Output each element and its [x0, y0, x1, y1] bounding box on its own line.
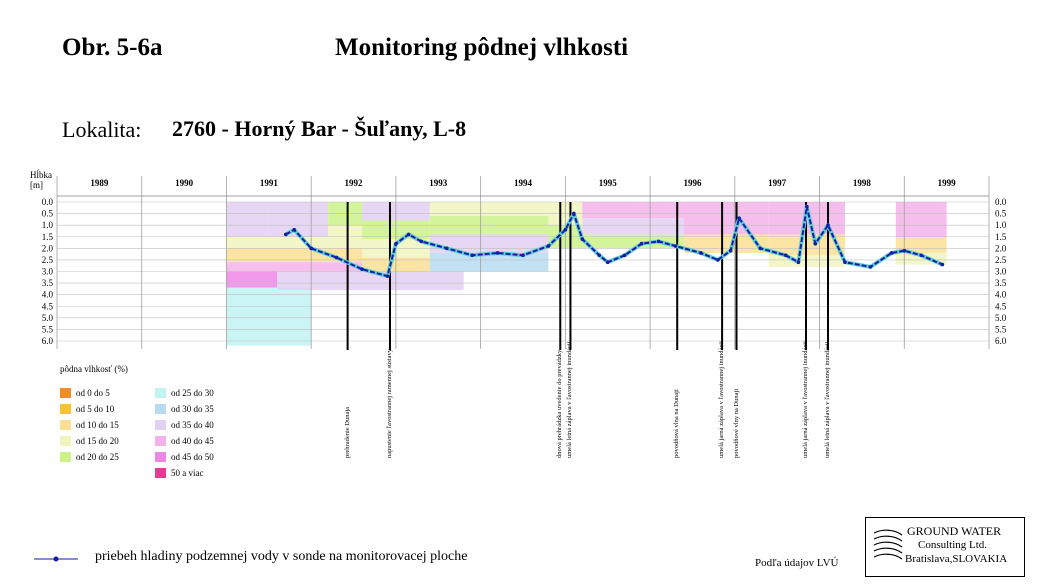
legend-title: pôdna vlhkosť (%)	[60, 364, 128, 374]
y-tick-label-left: 6.0	[41, 336, 53, 346]
chart-title: Monitoring pôdnej vlhkosti	[335, 34, 629, 61]
y-tick-label-right: 6.0	[995, 336, 1007, 346]
legend-label: od 15 do 20	[76, 436, 119, 446]
moisture-cell	[896, 202, 947, 237]
year-label: 1994	[514, 178, 532, 188]
groundwater-point	[843, 260, 847, 264]
legend-label: 50 a viac	[171, 468, 204, 478]
groundwater-point	[941, 263, 945, 267]
y-tick-label-left: 3.5	[41, 278, 53, 289]
y-tick-label-right: 2.0	[995, 243, 1007, 254]
y-tick-label-left: 1.0	[41, 220, 53, 231]
legend-swatch	[60, 404, 71, 414]
groundwater-point	[564, 228, 568, 232]
moisture-cell	[226, 272, 277, 288]
moisture-cell	[226, 202, 268, 237]
groundwater-point	[572, 212, 576, 216]
moisture-cell	[226, 262, 362, 271]
moisture-blocks	[226, 202, 946, 346]
legend-label: od 40 do 45	[171, 436, 214, 446]
groundwater-point	[386, 274, 390, 278]
groundwater-legend-label: priebeh hladiny podzemnej vody v sonde na monitorovacej ploche	[95, 549, 468, 564]
data-source-note: Podľa údajov LVÚ	[755, 557, 839, 569]
groundwater-point	[657, 240, 661, 244]
groundwater-point	[623, 253, 627, 257]
groundwater-point	[797, 260, 801, 264]
logo-text-line2: Consulting Ltd.	[918, 539, 988, 551]
year-label: 1989	[90, 178, 109, 188]
event-label: umelá letná záplava v ľavostrannej inundácii	[566, 341, 574, 458]
moisture-cell	[277, 272, 463, 291]
groundwater-legend-symbol	[32, 553, 82, 565]
year-label: 1996	[683, 178, 702, 188]
y-tick-label-right: 3.0	[995, 266, 1007, 277]
moisture-cell	[328, 225, 362, 237]
y-tick-label-right: 0.0	[995, 197, 1007, 207]
site-prefix: Lokalita:	[62, 117, 142, 142]
legend-swatch	[60, 420, 71, 430]
event-label: umelá jarná záplava v ľavostrannej inundácii	[718, 341, 726, 458]
y-tick-label-right: 0.5	[995, 208, 1007, 219]
event-label: dnová prehrádzka uvedenie do prevádzky	[556, 349, 564, 458]
groundwater-point	[758, 247, 762, 251]
y-tick-label-right: 5.5	[995, 324, 1007, 335]
groundwater-point	[902, 249, 906, 253]
legend-swatch	[155, 388, 166, 398]
y-tick-label-left: 0.5	[41, 208, 53, 219]
legend-swatch	[155, 404, 166, 414]
event-label: povodňové vlny na Dunaji	[732, 388, 740, 458]
event-label: umelá jarná záplava v ľavostrannej inundácii	[801, 341, 809, 458]
year-label: 1997	[768, 178, 787, 188]
moisture-cell	[582, 218, 684, 234]
year-label: 1991	[259, 178, 278, 188]
moisture-cell	[226, 288, 311, 346]
groundwater-point	[814, 242, 818, 246]
y-tick-label-right: 4.0	[995, 289, 1007, 300]
legend-swatch	[60, 436, 71, 446]
groundwater-point	[890, 251, 894, 255]
legend-swatch	[155, 452, 166, 462]
y-tick-label-left: 5.5	[41, 324, 53, 335]
groundwater-point	[737, 216, 741, 220]
y-tick-label-left: 4.5	[41, 301, 53, 312]
y-tick-label-left: 3.0	[41, 266, 53, 277]
groundwater-point	[716, 258, 720, 262]
year-label: 1990	[175, 178, 194, 188]
groundwater-point	[674, 244, 678, 248]
legend-swatch	[155, 468, 166, 478]
y-tick-label-left: 5.0	[41, 312, 53, 323]
groundwater-point	[597, 253, 601, 257]
moisture-cell	[684, 202, 769, 234]
legend-swatch	[155, 436, 166, 446]
y-tick-label-right: 1.5	[995, 231, 1007, 242]
groundwater-point	[335, 256, 339, 260]
legend-label: od 30 do 35	[171, 404, 214, 414]
y-tick-label-left: 2.0	[41, 243, 53, 254]
groundwater-point	[805, 205, 809, 209]
y-tick-label-left: 4.0	[41, 289, 53, 300]
event-label: umelá letná záplava v ľavostrannej inundácii	[824, 341, 832, 458]
groundwater-point	[826, 223, 830, 227]
legend-label: od 0 do 5	[76, 388, 110, 398]
groundwater-point	[470, 253, 474, 257]
figure-label: Obr. 5-6a	[62, 34, 163, 61]
groundwater-point	[919, 253, 923, 257]
groundwater-point	[699, 251, 703, 255]
groundwater-point	[606, 260, 610, 264]
y-tick-label-right: 2.5	[995, 254, 1007, 265]
event-label: povodňová vlna na Dunaji	[673, 389, 681, 458]
legend-label: od 25 do 30	[171, 388, 214, 398]
groundwater-point	[521, 253, 525, 257]
y-axis-label-line1: Hĺbka	[30, 170, 52, 180]
groundwater-point	[547, 244, 551, 248]
groundwater-point	[309, 247, 313, 251]
groundwater-point	[869, 265, 873, 269]
legend-swatch	[60, 388, 71, 398]
y-tick-label-right: 1.0	[995, 220, 1007, 231]
groundwater-point	[292, 228, 296, 232]
y-tick-label-left: 1.5	[41, 231, 53, 242]
y-tick-label-left: 2.5	[41, 254, 53, 265]
year-label: 1995	[598, 178, 617, 188]
groundwater-point	[784, 253, 788, 257]
groundwater-point	[407, 233, 411, 237]
logo-text-line3: Bratislava,SLOVAKIA	[905, 553, 1008, 565]
y-tick-label-right: 4.5	[995, 301, 1007, 312]
legend-swatch	[155, 420, 166, 430]
groundwater-point	[729, 249, 733, 253]
year-label: 1999	[937, 178, 956, 188]
legend-swatch	[60, 452, 71, 462]
year-label: 1998	[852, 178, 871, 188]
groundwater-point	[640, 242, 644, 246]
groundwater-point	[420, 240, 424, 244]
year-label: 1992	[344, 178, 363, 188]
groundwater-point	[394, 242, 398, 246]
groundwater-point	[496, 251, 500, 255]
logo-mark-icon	[868, 527, 908, 567]
site-name: 2760 - Horný Bar - Šuľany, L-8	[172, 116, 467, 141]
y-tick-label-right: 5.0	[995, 312, 1007, 323]
y-tick-label-left: 0.0	[41, 197, 53, 207]
groundwater-point	[581, 237, 585, 241]
event-label: prehradenie Dunaja	[343, 406, 351, 458]
legend-label: od 45 do 50	[171, 452, 214, 462]
event-label: napustenie ľavostrannej ramennej sústavy	[385, 349, 393, 458]
moisture-cell	[226, 237, 362, 249]
legend-label: od 35 do 40	[171, 420, 214, 430]
legend-label: od 20 do 25	[76, 452, 119, 462]
moisture-cell	[582, 202, 684, 218]
legend-label: od 10 do 15	[76, 420, 119, 430]
groundwater-point	[445, 247, 449, 251]
groundwater-point	[360, 267, 364, 271]
y-tick-label-right: 3.5	[995, 278, 1007, 289]
groundwater-point	[284, 233, 288, 237]
y-axis-label-line2: [m]	[30, 180, 43, 190]
legend-label: od 5 do 10	[76, 404, 115, 414]
year-label: 1993	[429, 178, 448, 188]
logo-text-line1: GROUND WATER	[907, 524, 1002, 538]
